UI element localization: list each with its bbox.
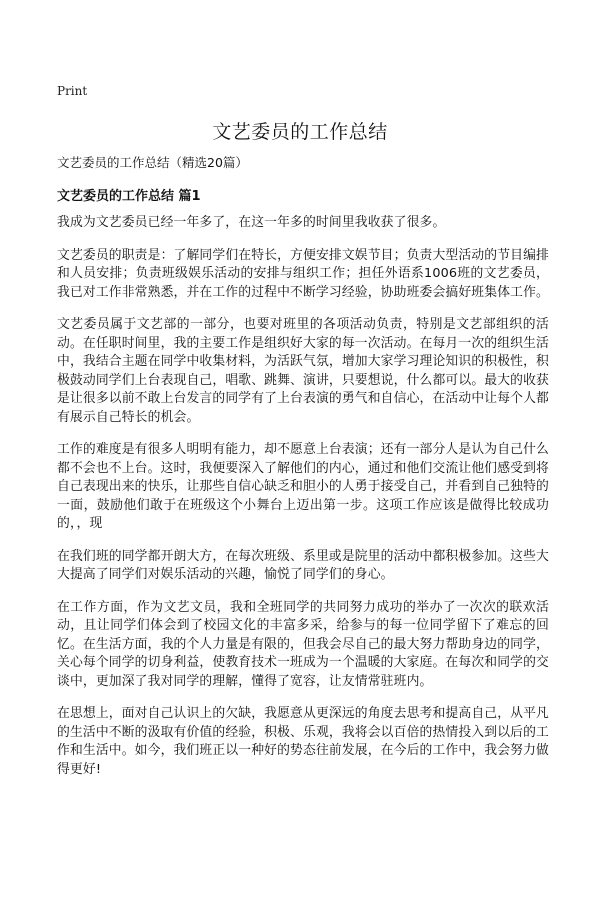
paragraph: 我成为文艺委员已经一年多了，在这一年多的时间里我收获了很多。 bbox=[57, 215, 446, 230]
print-link[interactable]: Print bbox=[57, 84, 88, 98]
paragraph: 工作的难度是有很多人明明有能力，却不愿意上台表演；还有一部分人是认为自己什么都不会也不上台。这时，我便要深入了解他们的内心，通过和他们交流让他们感受到将自己表现出来的快乐，让那些自信心缺乏和胆小的人勇于接受自己，并看到自己独特的一面，鼓励他们敢于在班级这个小舞台上迈出第一步。这项工作应该是做得比较成功的，，现 bbox=[57, 442, 549, 531]
paragraph: 文艺委员属于文艺部的一部分，也要对班里的各项活动负责，特别是文艺部组织的活动。在任职时间里，我的主要工作是组织好大家的每一次活动。在每月一次的组织生活中，我结合主题在同学中收集材料，为活跃气氛，增加大家学习理论知识的积极性，积极鼓动同学们上台表现自己，唱歌、跳舞、演讲，只要想说，什么都可以。最大的收获是让很多以前不敢上台发言的同学有了上台表演的勇气和自信心，在活动中让每个人都有展示自己特长的机会。 bbox=[57, 317, 549, 425]
document-subtitle: 文艺委员的工作总结（精选20篇） bbox=[57, 155, 248, 170]
paragraph: 在思想上，面对自己认识上的欠缺，我愿意从更深远的角度去思考和提高自己，从平凡的生活中不断的汲取有价值的经验，积极、乐观，我将会以百倍的热情投入到以后的工作和生活中。如今，我们班正以一种好的势态往前发展，在今后的工作中，我会努力做得更好! bbox=[57, 706, 549, 777]
page-title: 文艺委员的工作总结 bbox=[212, 121, 388, 143]
paragraph: 在我们班的同学都开朗大方，在每次班级、系里或是院里的活动中都积极参加。这些大大提高了同学们对娱乐活动的兴趣，愉悦了同学们的身心。 bbox=[57, 548, 549, 582]
paragraph: 文艺委员的职责是：了解同学们在特长，方便安排文娱节目；负责大型活动的节目编排和人员安排；负责班级娱乐活动的安排与组织工作；担任外语系1006班的文艺委员，我已对工作非常熟悉，并在工作的过程中不断学习经验，协助班委会搞好班集体工作。 bbox=[57, 247, 549, 300]
article-body bbox=[57, 214, 549, 793]
section-heading: 文艺委员的工作总结 篇1 bbox=[57, 189, 201, 204]
paragraph: 在工作方面，作为文艺文员，我和全班同学的共同努力成功的举办了一次次的联欢活动，且让同学们体会到了校园文化的丰富多采，给参与的每一位同学留下了难忘的回忆。在生活方面，我的个人力量是有限的，但我会尽自己的最大努力帮助身边的同学，关心每个同学的切身利益，使教育技术一班成为一个温暖的大家庭。在每次和同学的交谈中，更加深了我对同学的理解，懂得了宽容，让友情常驻班内。 bbox=[57, 599, 549, 689]
